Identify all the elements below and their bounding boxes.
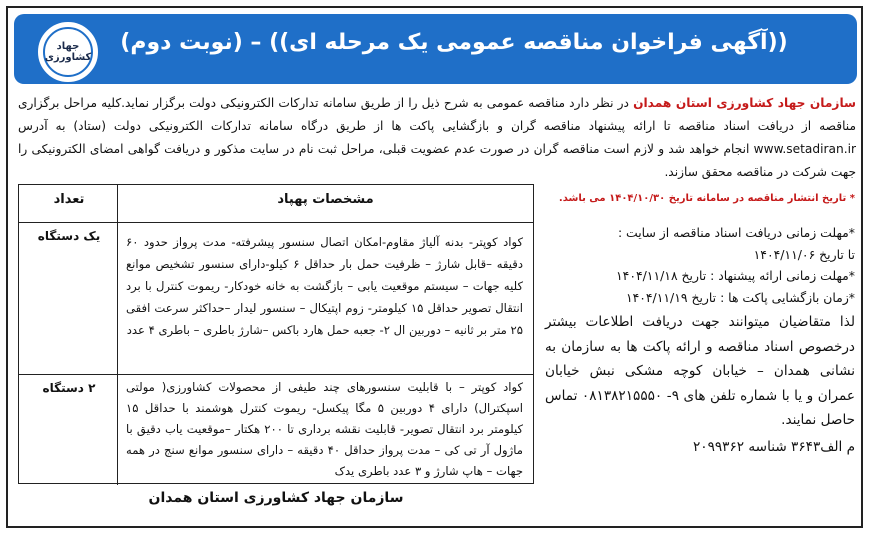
deadline-opening: *زمان بازگشایی پاکت ها : تاریخ ۱۴۰۴/۱۱/۱۹ xyxy=(625,289,855,305)
intro-org-name: سازمان جهاد کشاورزی استان همدان xyxy=(633,96,857,110)
publish-date-note: * تاریخ انتشار مناقصه در سامانه تاریخ ۱۴۰۴/۱۰/۳۰ می باشد. xyxy=(558,193,855,204)
intro-text: در نظر دارد مناقصه عمومی به شرح ذیل را از طریق سامانه تدارکات الکترونیکی دولت برگزار نماید.کلیه مراحل برگزاری مناقصه از دریافت اسناد مناقصه تا ارائه پیشنهاد مناقصه گران و بازگشایی پاکت ها از طریق درگاه سامانه تدارکات الکترونیکی دولت (ستاد) به آدرس www.setadiran.ir انجام خواهد شد و لازم است مناقصه گران در صورت عدم عضویت قبلی، مراحل ثبت نام در سایت مذکور و دریافت گواهی امضای الکترونیکی را جهت شرکت در مناقصه محقق سازند. xyxy=(18,96,856,179)
notice-code: م الف۳۶۴۳ شناسه ۲۰۹۹۳۶۲ xyxy=(692,438,855,455)
table-cell-spec: کواد کوپتر – با قابلیت سنسورهای چند طیفی از محصولات کشاورزی( مولتی اسپکترال) دارای ۴ دوربین ۵ مگا پیکسل- ریموت کنترل هوشمند با حداقل ۱۵ کیلومتر برد انتقال تصویر- قابلیت نقشه برداری تا ۲۰۰ هکتار –موقعیت یاب دقیق با ماژول آر تی کی – مدت پرواز حداقل ۴۰ دقیقه – دارای سنسور موانع سنج در همه جهات – هاپ شارژ و ۳ عدد باطری یدک xyxy=(117,375,533,485)
deadline-lines xyxy=(545,222,855,308)
deadline-docs-date: تا تاریخ ۱۴۰۴/۱۱/۰۶ xyxy=(753,246,855,262)
deadline-bid-submission: *مهلت زمانی ارائه پیشنهاد : تاریخ ۱۴۰۴/۱۱/۱۸ xyxy=(616,268,855,283)
organization-logo xyxy=(38,22,98,82)
deadlines-panel xyxy=(545,190,855,459)
intro-paragraph xyxy=(18,92,856,184)
footer-org-name: سازمان جهاد کشاورزی استان همدان xyxy=(148,490,404,506)
drone-specs-table xyxy=(18,184,534,484)
notice-header xyxy=(14,14,857,84)
table-cell-qty: ۲ دستگاه xyxy=(42,381,96,395)
notice-title: ((آگهی فراخوان مناقصه عمومی یک مرحله ای)) – (نوبت دوم) xyxy=(120,30,788,55)
table-cell-spec: کواد کوپتر- بدنه آلیاژ مقاوم-امکان اتصال سنسور پیشرفته- مدت پرواز حدود ۶۰ دقیقه –قابل شارژ – ظرفیت حمل بار حداقل ۶ کیلو-دارای سنسور تشخیص موانع کلیه جهات – سیستم موقعیت یابی – بازگشت به خانه خودکار- ریموت کنترل با برد انتقال تصویر حداقل ۱۵ کیلومتر- زوم اپتیکال – سنسور لیدار –حداکثر سرعت افقی ۲۵ متر بر ثانیه – دوربین ال ۲- جعبه حمل هارد باکس –شارژ باطری – باطری ۴ عدد xyxy=(117,223,533,374)
table-row xyxy=(19,375,533,485)
deadline-docs-label: *مهلت زمانی دریافت اسناد مناقصه از سایت : xyxy=(617,225,855,240)
logo-text-line2: کشاورزی xyxy=(44,52,92,63)
table-header-qty: تعداد xyxy=(19,185,119,223)
table-cell-qty: یک دستگاه xyxy=(37,229,101,243)
table-row xyxy=(19,223,533,375)
contact-paragraph: لذا متقاضیان میتوانند جهت دریافت اطلاعات بیشتر درخصوص اسناد مناقصه و ارائه پاکت ها به سازمان به نشانی همدان – خیابان کوچه مشکی نبش خیابان عمران و یا با شماره تلفن های ۹- ۰۸۱۳۸۲۱۵۵۵۰ تماس حاصل نمایند. xyxy=(545,314,855,428)
table-header-spec: مشخصات پهپاد xyxy=(117,185,533,223)
logo-text-line1: جهاد xyxy=(56,41,80,52)
